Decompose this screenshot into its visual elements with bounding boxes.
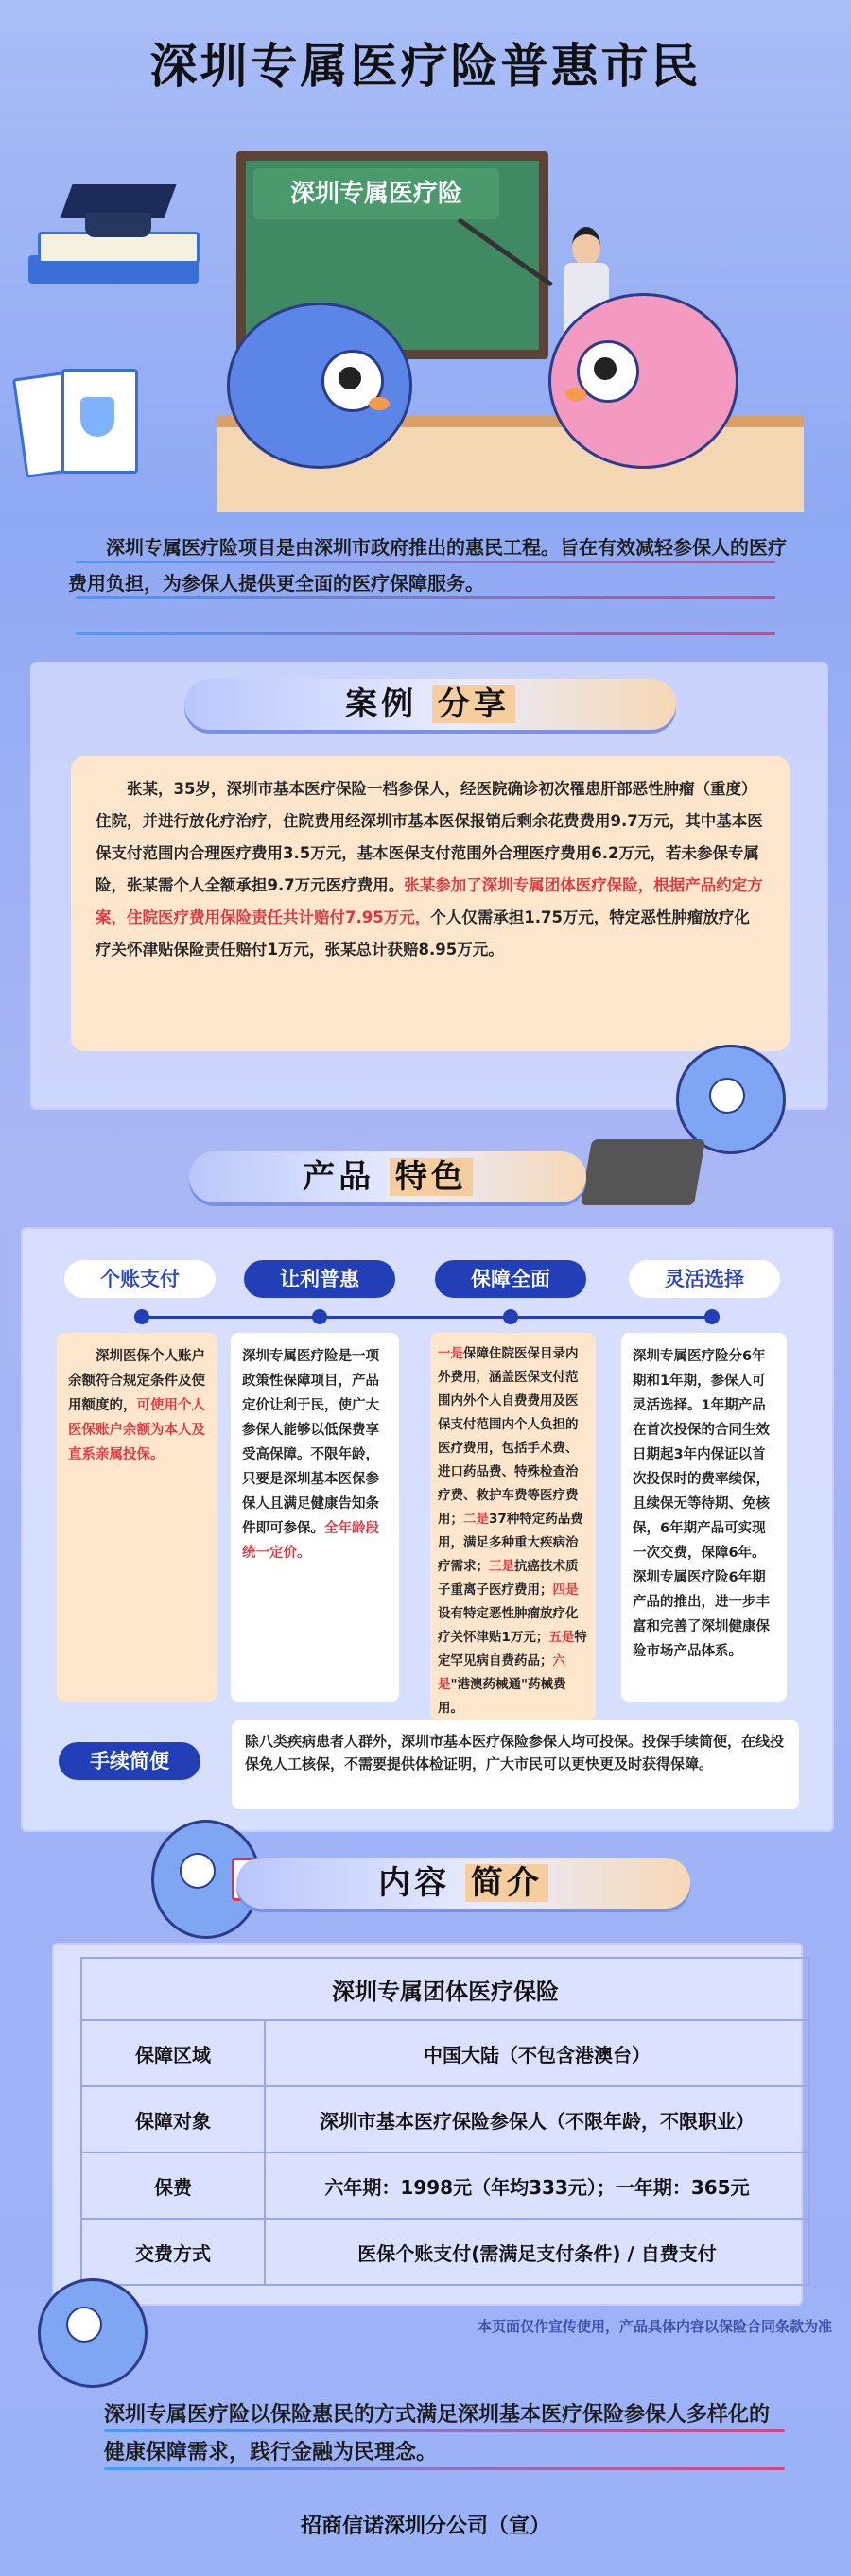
card3-part: 三是 (489, 1559, 514, 1574)
pill-account-pay[interactable]: 个账支付 (64, 1260, 216, 1298)
card3-part: 一是 (438, 1346, 463, 1361)
info-table (80, 1957, 810, 2286)
card1-red: 可使用个人医保账户余额为本人及直系亲属投保。 (68, 1398, 205, 1462)
laptop-mascot (662, 1035, 794, 1205)
card1-normal: 深圳医保个人账户余额符合规定条件及使用额度的， (68, 1349, 205, 1413)
timeline-line (142, 1316, 719, 1319)
card3-part: 六是 (438, 1653, 565, 1692)
content-title-a: 内容 (378, 1864, 451, 1902)
features-title-a: 产品 (303, 1158, 375, 1196)
board-label: 深圳专属医疗险 (253, 168, 499, 219)
table-row (81, 2219, 809, 2285)
table-row (81, 2020, 809, 2086)
content-banner (236, 1858, 690, 1909)
card3-part: 37种特定药品费用，满足多种重大疾病治疗需求； (438, 1512, 583, 1574)
card-flexible (621, 1333, 787, 1702)
card-coverage (430, 1333, 596, 1720)
card3-part: 二是 (463, 1512, 489, 1527)
card2-red: 全年龄段统一定价。 (242, 1521, 379, 1561)
row-key: 保费 (81, 2152, 265, 2219)
card2-normal: 深圳专属医疗险是一项政策性保障项目，产品定价让利于民，使广大参保人能够以低保费享受高保障。不限年龄，只要是深圳基本医保参保人且满足健康告知条件即可参保。 (242, 1349, 379, 1536)
row-key: 交费方式 (81, 2219, 265, 2285)
pill-coverage[interactable]: 保障全面 (435, 1260, 586, 1298)
intro-underline-3 (76, 632, 775, 635)
card3-part: "港澳药械通"药械费用。 (438, 1677, 566, 1716)
card3-part: 特定罕见病自费药品； (438, 1630, 587, 1668)
table-title-row (81, 1958, 809, 2020)
procedure-pill[interactable]: 手续简便 (59, 1742, 200, 1780)
case-text-red: 张某参加了深圳专属团体医疗保险，根据产品约定方案，住院医疗费用保险责任共计赔付7.95万元， (96, 876, 763, 926)
disclaimer: 本页面仅作宣传使用，产品具体内容以保险合同条款为准 (477, 2318, 832, 2335)
table-row (81, 2086, 809, 2152)
headset-mascot (28, 2269, 151, 2392)
intro-text: 深圳专属医疗险项目是由深圳市政府推出的惠民工程。旨在有效减轻参保人的医疗费用负担，为参保人提供更全面的医疗保障服务。 (68, 536, 787, 595)
intro-underline-2 (76, 596, 775, 599)
card3-part: 保障住院医保目录内外费用，涵盖医保支付范围内外个人自费费用及医保支付范围内个人负担的医疗费用，包括手术费、进口药品费、特殊检查治疗费、救护车费等医疗费用； (438, 1346, 579, 1527)
card3-part: 抗癌技术质子重离子医疗费用； (438, 1559, 579, 1598)
case-text-normal-1: 张某，35岁，深圳市基本医疗保险一档参保人，经医院确诊初次罹患肝部恶性肿瘤（重度）住院，并进行放化疗治疗，住院费用经深圳市基本医保报销后剩余花费费用9.7万元，其中基本医保支付范围内合理医疗费用3.5万元，基本医保支付范围外合理医疗费用6.2万元，若未参保专属险，张某需个人全额承担9.7万元医疗费用。 (96, 780, 763, 894)
footer-underline-1 (104, 2429, 785, 2432)
books-icon (28, 180, 208, 312)
procedure-box (232, 1720, 799, 1809)
card-account-pay (57, 1333, 217, 1702)
card-benefit (231, 1333, 399, 1702)
procedure-text: 除八类疾病患者人群外，深圳市基本医疗保险参保人均可投保。投保手续简便，在线投保免人工核保，不需要提供体检证明，广大市民可以更快更及时获得保障。 (245, 1733, 785, 1772)
pill-flexible[interactable]: 灵活选择 (629, 1260, 780, 1298)
intro-underline-1 (76, 561, 775, 563)
row-value: 中国大陆（不包含港澳台） (265, 2020, 809, 2086)
case-text (71, 756, 790, 1051)
case-text-normal-2: 个人仅需承担1.75万元，特定恶性肿瘤放疗化疗关怀津贴保险责任赔付1万元，张某总计获赔8.95万元。 (96, 908, 750, 959)
pill-benefit[interactable]: 让利普惠 (244, 1260, 395, 1298)
card3-part: 设有特定恶性肿瘤放疗化疗关怀津贴1万元； (438, 1606, 579, 1645)
page-title: 深圳专属医疗险普惠市民 (149, 39, 702, 94)
document-shield-icon (9, 364, 170, 477)
card3-part: 五是 (548, 1630, 575, 1645)
timeline-dot-2 (312, 1309, 327, 1324)
pink-mascot (539, 284, 738, 473)
case-banner (184, 679, 676, 730)
row-value: 深圳市基本医疗保险参保人（不限年龄，不限职业） (265, 2086, 809, 2152)
case-title-a: 案例 (345, 685, 418, 723)
footer-underline-2 (104, 2467, 785, 2470)
row-value: 医保个账支付(需满足支付条件) / 自费支付 (265, 2219, 809, 2285)
row-key: 保障对象 (81, 2086, 265, 2152)
card4-text: 深圳专属医疗险分6年期和1年期，参保人可灵活选择。1年期产品在首次投保的合同生效日期起3年内保证以首次投保时的费率续保，且续保无等待期、免核保，6年期产品可实现一次交费，保障6年。深圳专属医疗险6年期产品的推出，进一步丰富和完善了深圳健康保险市场产品体系。 (633, 1349, 770, 1659)
card3-part: 四是 (552, 1582, 579, 1598)
footer-text: 深圳专属医疗险以保险惠民的方式满足深圳基本医疗保险参保人多样化的健康保障需求，践行金融为民理念。 (104, 2403, 771, 2464)
blue-mascot (227, 293, 416, 473)
company-name: 招商信诺深圳分公司（宣） (300, 2515, 550, 2538)
timeline-dot-4 (704, 1309, 720, 1324)
features-banner (189, 1151, 586, 1202)
case-title-b: 分享 (432, 685, 515, 723)
timeline-dot-1 (134, 1309, 149, 1324)
content-title-b: 简介 (465, 1864, 548, 1902)
table-title: 深圳专属团体医疗保险 (81, 1958, 809, 2020)
features-title-b: 特色 (390, 1158, 473, 1196)
row-key: 保障区域 (81, 2020, 265, 2086)
row-value: 六年期：1998元（年均333元）；一年期：365元 (265, 2152, 809, 2219)
table-row (81, 2152, 809, 2219)
timeline-dot-3 (503, 1309, 518, 1324)
